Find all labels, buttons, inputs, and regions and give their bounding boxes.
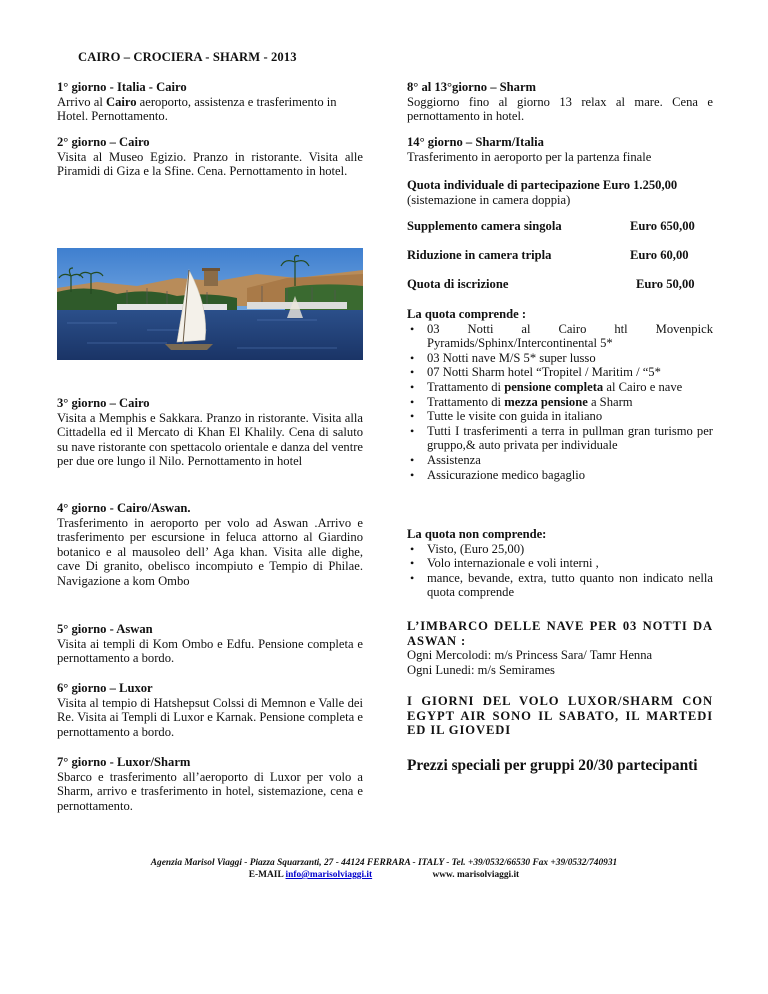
- day-8-text: Soggiorno fino al giorno 13 relax al mare. Cena e pernottamento in hotel.: [407, 94, 713, 124]
- list-item-bold: mezza pensione: [504, 394, 588, 409]
- email-label: E-MAIL: [248, 870, 286, 880]
- price-row-tripla: [407, 248, 713, 263]
- day-5-heading: 5° giorno - Aswan: [57, 622, 153, 636]
- list-item: • Volo internazionale e voli interni ,: [407, 556, 713, 571]
- price-value: Euro 50,00: [636, 277, 695, 291]
- excludes-block: [407, 527, 713, 600]
- quota-block: [407, 178, 713, 207]
- email-link[interactable]: info@marisolviaggi.it: [285, 870, 373, 880]
- price-row-iscrizione: [407, 277, 713, 292]
- price-label: Supplemento camera singola: [407, 219, 562, 233]
- footer: [0, 857, 768, 881]
- day-1-text-post: aeroporto, assistenza e trasferimento in Hotel. Pernottamento.: [57, 94, 337, 124]
- quota-heading: Quota individuale di partecipazione Euro 1.250,00: [407, 178, 678, 192]
- day-1-text: [57, 95, 363, 124]
- list-item: • mance, bevande, extra, tutto quanto non indicato nella quota comprende: [407, 571, 713, 600]
- special-prices-note: Prezzi speciali per gruppi 20/30 partecipanti: [407, 757, 698, 774]
- price-label: Quota di iscrizione: [407, 277, 509, 291]
- imbarco-block: [407, 619, 713, 677]
- agency-info: Agenzia Marisol Viaggi - Piazza Squarzanti, 27 - 44124 FERRARA - ITALY - Tel. +39/0532/66530 Fax +39/0532/740931: [150, 858, 618, 868]
- list-item-text: Trattamento di: [427, 394, 505, 409]
- list-item: • 07 Notti Sharm hotel “Tropitel / Maritim / “5*: [407, 365, 713, 380]
- list-item: [407, 380, 713, 395]
- list-item: • 03 Notti nave M/S 5* super lusso: [407, 351, 713, 366]
- day-6-block: [57, 681, 363, 739]
- day-14-text: Trasferimento in aeroporto per la partenza finale: [407, 149, 652, 164]
- document-title: CAIRO – CROCIERA - SHARM - 2013: [78, 50, 297, 64]
- day-7-block: [57, 755, 363, 813]
- list-item-text: al Cairo e nave: [603, 379, 683, 394]
- excludes-heading: La quota non comprende:: [407, 527, 547, 541]
- footer-contacts: [0, 869, 768, 881]
- day-1-block: [57, 80, 363, 124]
- day-4-block: [57, 501, 363, 589]
- day-2-block: [57, 135, 363, 179]
- quota-note: (sistemazione in camera doppia): [407, 192, 571, 207]
- day-2-text: Visita al Museo Egizio. Pranzo in ristorante. Visita alle Piramidi di Giza e la Sfine. Cena. Pernottamento in hotel.: [57, 149, 363, 179]
- voli-notice: I GIORNI DEL VOLO LUXOR/SHARM CON EGYPT AIR SONO IL SABATO, IL MARTEDI ED IL GIOVEDI: [407, 694, 713, 738]
- imbarco-line-2: Ogni Lunedi: m/s Semirames: [407, 662, 555, 677]
- day-14-heading: 14° giorno – Sharm/Italia: [407, 135, 544, 149]
- day-1-heading: 1° giorno - Italia - Cairo: [57, 80, 187, 94]
- day-1-text-pre: Arrivo al: [57, 94, 106, 109]
- day-6-text: Visita al tempio di Hatshepsut Colssi di Memnon e Valle dei Re. Visita ai Templi di Luxor e Karnak. Pensione completa e pernottamento a bordo.: [57, 695, 363, 739]
- day-5-text: Visita ai templi di Kom Ombo e Edfu. Pensione completa e pernottamento a bordo.: [57, 636, 363, 666]
- day-8-block: [407, 80, 713, 124]
- day-3-heading: 3° giorno – Cairo: [57, 396, 150, 410]
- price-value: Euro 60,00: [630, 248, 689, 262]
- day-4-text: Trasferimento in aeroporto per volo ad Aswan .Arrivo e trasferimento per escursione in feluca attorno al Giardino botanico e al mausoleo dell’ Aga khan. Visita alle dighe, cave Di granito, obelisco incompiuto e Tempio di Philae. Navigazione a kom Ombo: [57, 515, 363, 588]
- list-item: • Assistenza: [407, 453, 713, 468]
- day-8-heading: 8° al 13°giorno – Sharm: [407, 80, 537, 94]
- day-4-heading-text: 4° giorno - Cairo/Aswan: [57, 501, 188, 515]
- list-item-bold: pensione completa: [504, 379, 604, 394]
- day-2-heading: 2° giorno – Cairo: [57, 135, 150, 149]
- list-item-text: Trattamento di: [427, 379, 505, 394]
- day-6-heading: 6° giorno – Luxor: [57, 681, 153, 695]
- imbarco-heading: L’IMBARCO DELLE NAVE PER 03 NOTTI DA ASWAN :: [407, 619, 713, 648]
- day-1-text-bold: Cairo: [105, 94, 137, 109]
- day-7-text: Sbarco e trasferimento all’aeroporto di Luxor per volo a Sharm, arrivo e trasferimento in hotel, sistemazione, cena e pernottamento.: [57, 769, 363, 813]
- includes-heading: La quota comprende :: [407, 307, 527, 321]
- list-item: • Tutti I trasferimenti a terra in pullman gran turismo per gruppo,& auto privata per individuale: [407, 424, 713, 453]
- nile-felucca-illustration: [57, 248, 363, 360]
- day-7-heading: 7° giorno - Luxor/Sharm: [57, 755, 191, 769]
- list-item-text: a Sharm: [587, 394, 633, 409]
- list-item: • Assicurazione medico bagaglio: [407, 468, 713, 483]
- price-label: Riduzione in camera tripla: [407, 248, 552, 262]
- price-row-singola: [407, 219, 713, 234]
- day-5-block: [57, 622, 363, 666]
- imbarco-line-1: Ogni Mercolodi: m/s Princess Sara/ Tamr Henna: [407, 648, 653, 663]
- includes-list: [407, 322, 713, 483]
- day-4-heading: 4° giorno - Cairo/Aswan.: [57, 501, 191, 515]
- includes-block: [407, 307, 713, 482]
- list-item: • Tutte le visite con guida in italiano: [407, 409, 713, 424]
- day-14-block: [407, 135, 713, 164]
- list-item: • 03 Notti al Cairo htl Movenpick Pyramids/Sphinx/Intercontinental 5*: [407, 322, 713, 351]
- excludes-list: [407, 542, 713, 600]
- nile-felucca-photo: [57, 248, 363, 360]
- list-item: • Visto, (Euro 25,00): [407, 542, 713, 557]
- price-value: Euro 650,00: [630, 219, 695, 233]
- website-link[interactable]: www. marisolviaggi.it: [432, 870, 520, 880]
- day-3-block: [57, 396, 363, 469]
- list-item: [407, 395, 713, 410]
- day-3-text: Visita a Memphis e Sakkara. Pranzo in ristorante. Visita alla Cittadella ed il Mercato di Khan El Khalily. Cena di saluto su nave ristorante con spettacolo orientale e danza del ventre per due ore lungo il Nilo. Pernottamento in hotel: [57, 410, 363, 469]
